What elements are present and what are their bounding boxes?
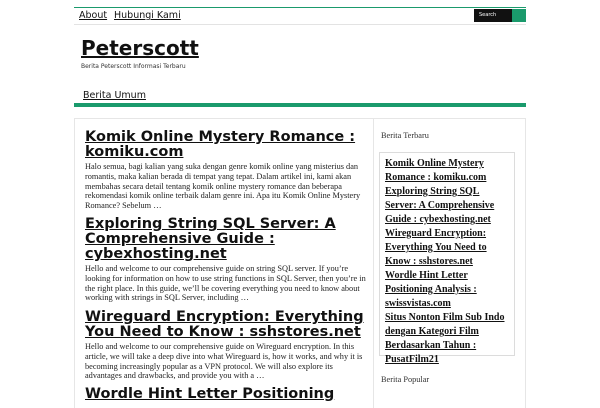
- top-bar: [74, 7, 526, 25]
- post-excerpt: Hello and welcome to our comprehensive guide on string SQL server. If you’re looking for information on how to use string functions in SQL Server, then you’re in the right place. In this guide, we’ll be covering everything you need to know about working with strings in SQL Server, including …: [85, 264, 366, 303]
- popular-posts-heading: Berita Popular: [381, 375, 430, 384]
- recent-posts-heading: Berita Terbaru: [381, 131, 429, 140]
- site-tagline: Berita Peterscott Informasi Terbaru: [81, 63, 186, 70]
- recent-post-link[interactable]: Wordle Hint Letter Positioning Analysis : swissvistas.com: [385, 270, 477, 309]
- recent-post-link[interactable]: Wireguard Encryption: Everything You Need to Know : sshstores.net: [385, 228, 487, 267]
- post-item: [85, 130, 369, 211]
- search-input[interactable]: Search: [474, 9, 512, 22]
- post-title-link[interactable]: Wireguard Encryption: Everything You Need to Know : sshstores.net: [85, 309, 364, 340]
- mainnav-berita-umum-link[interactable]: Berita Umum: [83, 90, 146, 101]
- post-title-link[interactable]: Komik Online Mystery Romance : komiku.com: [85, 129, 356, 160]
- recent-post-link[interactable]: Situs Nonton Film Sub Indo dengan Kategori Film Berdasarkan Tahun : PusatFilm21: [385, 312, 505, 365]
- page-wrapper: [74, 0, 526, 400]
- recent-post-link[interactable]: Exploring String SQL Server: A Comprehensive Guide : cybexhosting.net: [385, 186, 495, 225]
- post-title-link[interactable]: Wordle Hint Letter Positioning: [85, 386, 335, 402]
- post-item: [85, 310, 369, 381]
- recent-posts-list: [379, 152, 515, 365]
- post-excerpt: Hello and welcome to our comprehensive guide on Wireguard encryption. In this article, we will take a deep dive into what Wireguard is, how it works, and why it is becoming increasingly popular as a VPN protocol. We will also explore its advantages and drawbacks, and provide you with a …: [85, 342, 363, 381]
- site-title[interactable]: Peterscott: [81, 36, 199, 60]
- topnav-about-link[interactable]: About: [79, 10, 108, 21]
- search-button[interactable]: [512, 9, 526, 22]
- post-excerpt: Halo semua, bagi kalian yang suka dengan genre komik online yang misterius dan romantis, maka kalian berada di tempat yang tepat. Dalam artikel ini, kami akan membahas secara detail tentang komik online mystery romance dan beberapa rekomendasi komik online terbaik dalam genre ini. Apa itu Komik Online Mystery Romance? Sebelum …: [85, 162, 361, 211]
- post-item: [85, 217, 369, 303]
- topnav-contact-link[interactable]: Hubungi Kami: [114, 10, 181, 21]
- post-title-link[interactable]: Exploring String SQL Server: A Comprehensive Guide : cybexhosting.net: [85, 216, 336, 262]
- recent-post-link[interactable]: Komik Online Mystery Romance : komiku.com: [385, 158, 487, 183]
- nav-divider: [74, 103, 526, 107]
